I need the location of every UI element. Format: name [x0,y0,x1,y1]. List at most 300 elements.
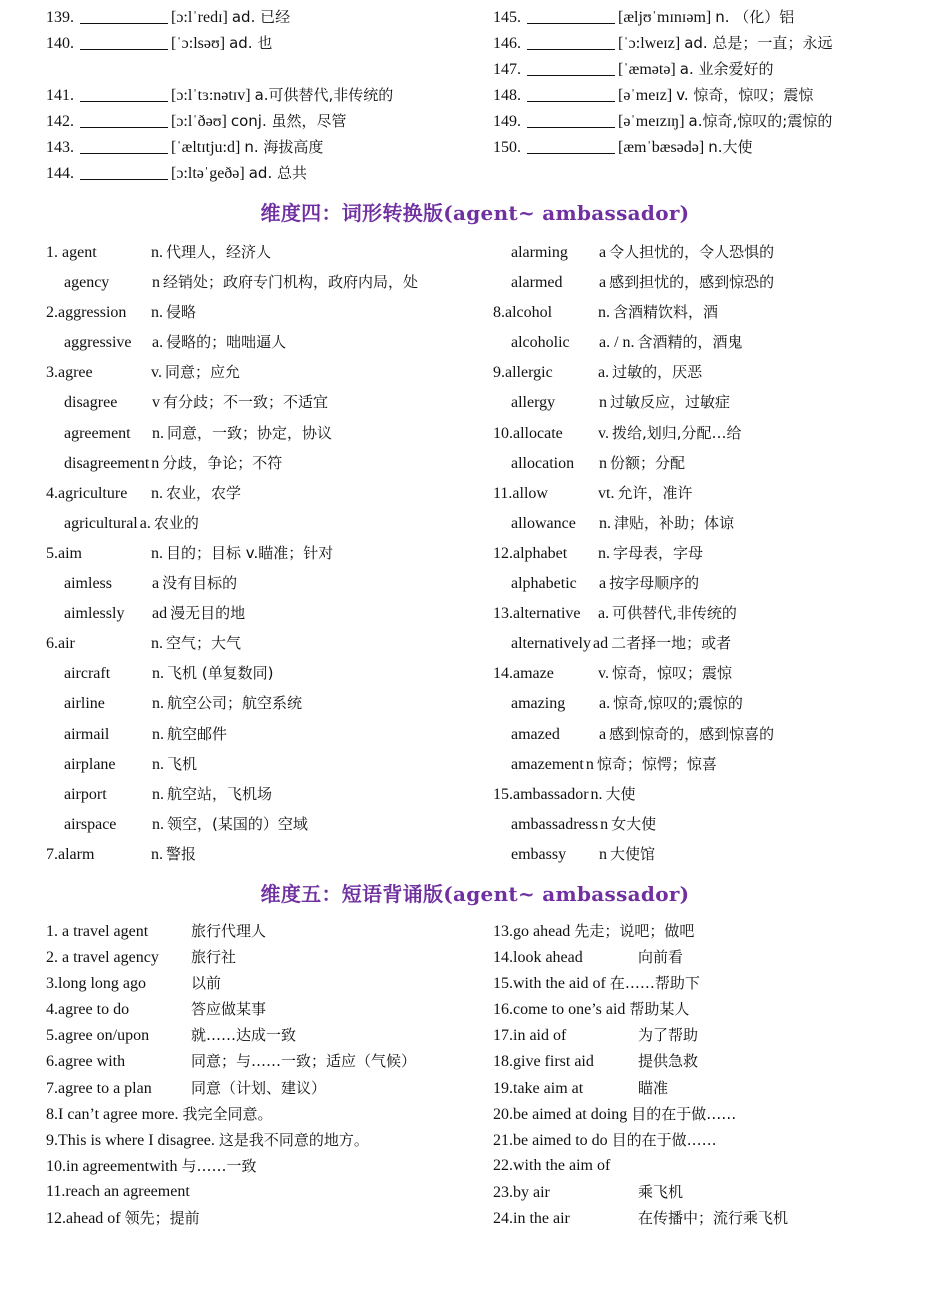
word-form-row [493,327,933,357]
word-form-row [493,779,933,809]
part-of-speech: ad [592,635,609,653]
word-form-definition [152,568,237,599]
vocab-phonetic: [æljʊˈmɪnɪəm] [618,9,712,26]
definition-text: 侵略的；咄咄逼人 [166,333,287,352]
definition-text: 代理人，经济人 [166,243,272,261]
word-form-term: 4.agriculture [46,484,128,502]
word-form-row [46,267,486,297]
phrase-chinese: 同意（计划、建议） [191,1078,327,1097]
word-form-row [46,719,486,749]
word-form-row [46,538,486,568]
vocab-answer-blank[interactable] [527,6,615,24]
vocab-row [46,82,486,108]
word-form-term: amazed [511,725,560,743]
part-of-speech: v. [598,424,609,442]
section5-heading: 维度五：短语背诵版(agent~ ambassador) [260,882,690,906]
phrase-english: 15.with the aid of [493,975,606,993]
part-of-speech: n. [590,785,603,803]
phrases-column-right [493,918,933,1231]
definition-text: 分歧，争论；不符 [162,453,283,472]
part-of-speech: n [585,755,594,773]
word-form-term: aimlessly [64,605,125,623]
part-of-speech: a [599,575,607,593]
word-form-row [46,508,486,538]
vocab-number: 145. [493,9,521,26]
phrase-chinese: 同意；与……一致；适应（气候） [191,1052,417,1071]
part-of-speech: n. [152,725,164,743]
part-of-speech: n [151,454,160,472]
word-form-row [46,598,486,628]
part-of-speech: n. [598,544,610,562]
word-form-definition [598,538,703,569]
word-form-term: agency [64,274,110,292]
word-form-term: airmail [64,725,110,743]
phrase-chinese: 领先；提前 [124,1209,200,1228]
vocab-number: 144. [46,165,74,182]
vocab-row [46,56,486,82]
definition-text: 含酒精饮料，酒 [613,303,719,322]
word-form-definition [152,719,227,750]
word-form-row [493,598,933,628]
phrase-chinese: 旅行社 [191,948,237,967]
part-of-speech: vt. [598,484,615,502]
word-form-definition [599,237,774,268]
phrase-chinese: 与……一致 [181,1156,257,1175]
part-of-speech: n [600,815,609,833]
phrase-row [46,1205,486,1231]
definition-text: 字母表，字母 [613,543,704,562]
phrase-row [46,944,486,970]
word-form-definition [599,387,730,418]
vocab-phonetic: [ˈɔ:lweɪz] [618,35,681,52]
part-of-speech: n [599,454,607,472]
word-form-row [493,538,933,568]
word-form-row [46,839,486,869]
vocab-column-left [46,4,486,186]
phrase-row [493,1179,933,1205]
definition-text: 航空公司；航空系统 [167,694,303,713]
word-form-definition [599,839,655,870]
word-form-term: allocation [511,454,575,472]
vocab-answer-blank[interactable] [527,136,615,154]
phrase-english: 9.This is where I disagree. [46,1131,215,1149]
vocab-row [493,108,933,134]
vocab-number: 148. [493,87,521,104]
word-form-term: airspace [64,815,117,833]
word-form-row [46,418,486,448]
word-form-row [493,267,933,297]
word-form-definition [600,809,656,840]
phrase-chinese: 目的在于做…… [631,1104,737,1123]
part-of-speech: n. [152,815,164,833]
definition-text: 警报 [166,844,197,863]
vocab-number: 141. [46,87,74,104]
definition-text: 农业的 [153,513,199,532]
word-form-term: airline [64,695,105,713]
word-form-term: alphabetic [511,575,577,593]
definition-text: 含酒精的，酒鬼 [637,333,743,352]
phrase-row [46,1048,486,1074]
word-form-term: 6.air [46,635,75,653]
phrase-english: 11.reach an agreement [46,1182,190,1200]
vocab-answer-blank[interactable] [527,58,615,76]
word-form-term: amazing [511,695,566,713]
vocab-answer-blank[interactable] [80,32,168,50]
vocab-number: 149. [493,113,521,130]
vocab-phonetic: [ˈæmətə] [618,61,676,78]
word-form-definition [598,478,692,509]
part-of-speech: n [599,845,607,863]
phrase-english: 16.come to one’s aid [493,1001,626,1019]
word-form-term: 14.amaze [493,665,554,683]
word-form-term: allowance [511,514,576,532]
part-of-speech: n. [151,544,163,562]
vocab-meaning: n. 海拔高度 [244,138,324,156]
part-of-speech: a [599,244,607,261]
word-form-definition [152,779,272,810]
vocab-meaning: conj. 虽然，尽管 [230,112,347,130]
vocab-answer-blank[interactable] [527,110,615,128]
word-form-term: alcoholic [511,334,570,352]
part-of-speech: n. [151,635,163,653]
word-form-row [493,568,933,598]
definition-text: 女大使 [611,814,657,833]
phrase-row [493,1205,933,1231]
vocab-meaning: n. （化）铝 [715,8,795,26]
word-form-term: 9.allergic [493,364,553,382]
word-form-row [493,839,933,869]
word-form-row [493,448,933,478]
vocab-phonetic: [ɔ:lˈtɜ:nətɪv] [171,87,251,104]
word-form-definition [593,628,731,659]
word-form-definition [151,237,271,268]
phrase-english: 18.give first aid [493,1053,594,1071]
word-form-definition [599,448,685,479]
vocab-row [493,82,933,108]
part-of-speech: a. [599,695,611,713]
word-form-definition [598,418,742,449]
word-form-row [493,297,933,327]
vocab-number: 142. [46,113,74,130]
word-form-definition [152,327,286,358]
section4-heading: 维度四：词形转换版(agent~ ambassador) [260,201,690,225]
phrase-chinese: 向前看 [638,948,684,967]
vocab-row [493,134,933,160]
definition-text: 飞机 [167,754,198,773]
definition-text: 惊奇，惊叹；震惊 [611,664,732,683]
word-form-term: disagreement [64,454,150,472]
word-form-row [46,658,486,688]
word-form-definition [599,327,743,358]
vocab-answer-blank[interactable] [80,110,168,128]
word-form-definition [591,779,636,810]
definition-text: 侵略 [166,303,197,322]
vocab-meaning: v. 惊奇，惊叹；震惊 [676,86,814,104]
vocab-column-right [493,4,933,160]
word-form-definition [598,357,702,388]
phrase-row [46,996,486,1022]
vocab-phonetic: [ɔ:lˈredɪ] [171,9,228,26]
part-of-speech: a [152,575,160,593]
word-form-term: 2.aggression [46,304,127,322]
word-form-row [493,658,933,688]
phrase-row [46,918,486,944]
phrase-chinese: 就……达成一致 [191,1026,297,1045]
word-form-definition [152,688,302,719]
part-of-speech: n. [152,665,164,683]
word-form-definition [151,628,241,659]
phrase-english: 13.go ahead [493,923,571,940]
word-form-definition [151,839,196,870]
phrase-row [46,1179,486,1205]
part-of-speech: a. [598,364,610,382]
phrase-chinese: 目的在于做…… [611,1130,717,1149]
definition-text: 大使 [605,784,636,803]
phrase-english: 19.take aim at [493,1079,584,1097]
word-form-row [46,297,486,327]
phrase-english: 10.in agreementwith [46,1157,178,1175]
phrase-english: 22.with the aim of [493,1156,611,1174]
word-form-row [493,418,933,448]
word-form-definition [586,749,717,780]
word-form-definition [599,688,743,719]
definition-text: 漫无目的地 [170,604,246,623]
vocab-meaning: ad. 总共 [248,164,307,182]
phrase-row [493,1153,933,1179]
vocab-meaning: ad. 也 [229,34,273,52]
word-form-term: alarming [511,244,568,261]
word-form-row [46,478,486,508]
phrase-row [46,1127,486,1153]
word-form-row [46,568,486,598]
part-of-speech: v. [598,665,609,683]
phrase-chinese: 在传播中；流行乘飞机 [638,1209,789,1228]
definition-text: 过敏的，厌恶 [612,363,703,382]
definition-text: 空气；大气 [166,634,242,653]
vocab-phonetic: [ɔ:lˈðəʊ] [171,113,227,130]
vocab-phonetic: [ɔ:ltəˈgeðə] [171,165,245,182]
part-of-speech: v [152,394,160,412]
phrase-row [493,918,933,944]
vocab-meaning: a.可供替代,非传统的 [254,86,394,104]
vocab-meaning: ad. 已经 [231,8,291,26]
word-form-definition [152,267,418,298]
word-form-row [46,387,486,417]
word-form-term: airplane [64,755,116,773]
vocab-answer-blank[interactable] [527,32,615,50]
word-form-definition [152,809,308,840]
part-of-speech: a. [152,334,164,352]
word-forms-column-right [493,237,933,869]
part-of-speech: a. / n. [599,334,635,352]
vocab-row [46,160,486,186]
phrase-chinese: 答应做某事 [191,1000,267,1019]
part-of-speech: n [599,394,607,412]
part-of-speech: n [152,274,160,292]
phrase-english: 2. a travel agency [46,949,159,967]
phrase-chinese: 在……帮助下 [609,974,700,993]
phrase-english: 12.ahead of [46,1210,121,1228]
phrase-english: 23.by air [493,1183,550,1201]
word-form-term: ambassadress [511,815,599,833]
phrase-english: 4.agree to do [46,1001,130,1019]
definition-text: 允许，准许 [617,483,693,502]
part-of-speech: a [599,274,607,292]
part-of-speech: n. [152,424,164,442]
word-form-term: alarmed [511,274,563,292]
word-form-row [493,357,933,387]
phrase-row [493,1048,933,1074]
word-form-definition [152,749,197,780]
part-of-speech: n. [151,484,163,502]
part-of-speech: a. [139,514,151,532]
word-form-term: amazement [511,755,584,773]
phrase-english: 5.agree on/upon [46,1027,150,1045]
phrase-row [46,1101,486,1127]
definition-text: 按字母顺序的 [609,574,700,593]
phrases-column-left [46,918,486,1231]
word-form-term: 3.agree [46,364,93,382]
phrase-chinese: 瞄准 [638,1078,669,1097]
word-form-row [493,628,933,658]
word-form-definition [152,658,273,689]
phrase-chinese: 以前 [191,974,222,993]
vocab-row [46,134,486,160]
phrase-row [493,1075,933,1101]
word-form-row [46,357,486,387]
word-forms-column-left [46,237,486,869]
vocab-answer-blank[interactable] [80,84,168,102]
definition-text: 拨给,划归,分配…给 [611,423,742,442]
vocab-answer-blank[interactable] [80,136,168,154]
word-form-term: aimless [64,575,112,593]
part-of-speech: n. [152,785,164,803]
phrase-chinese: 这是我不同意的地方。 [218,1130,369,1149]
word-form-term: disagree [64,394,118,412]
word-form-term: agricultural [64,514,138,532]
vocab-number: 150. [493,139,521,156]
definition-text: 津贴，补助；体谅 [614,513,735,532]
phrase-english: 8.I can’t agree more. [46,1105,179,1123]
definition-text: 过敏反应，过敏症 [610,393,731,412]
word-form-row [493,809,933,839]
part-of-speech: n. [152,695,164,713]
vocab-row [493,4,933,30]
phrase-chinese: 先走；说吧；做吧 [574,922,695,940]
word-form-definition [140,508,199,539]
word-form-definition [151,297,196,328]
phrase-row [493,996,933,1022]
word-form-term: alternatively [511,635,591,653]
definition-text: 可供替代,非传统的 [612,604,737,623]
phrase-english: 24.in the air [493,1210,570,1228]
vocab-number: 147. [493,61,521,78]
word-form-term: agreement [64,424,131,442]
part-of-speech: a. [598,605,610,623]
phrase-chinese: 我完全同意。 [182,1104,273,1123]
word-form-row [493,478,933,508]
phrase-row [46,1153,486,1179]
word-form-row [493,237,933,267]
definition-text: 二者择一地；或者 [611,634,732,653]
vocab-number: 140. [46,35,74,52]
vocab-meaning: a. 业余爱好的 [679,60,774,78]
phrase-english: 1. a travel agent [46,923,149,940]
definition-text: 目的；目标 v.瞄准；针对 [166,543,334,562]
phrase-chinese: 为了帮助 [638,1026,699,1045]
word-form-definition [152,598,245,629]
word-form-term: 12.alphabet [493,544,568,562]
part-of-speech: n. [151,845,163,863]
word-form-definition [152,387,328,418]
phrase-row [493,1127,933,1153]
definition-text: 航空邮件 [167,724,228,743]
part-of-speech: ad [152,605,168,623]
vocab-meaning: a.惊奇,惊叹的;震惊的 [688,112,833,130]
word-form-definition [599,267,774,298]
vocab-number: 139. [46,9,74,26]
definition-text: 经销处；政府专门机构，政府内局，处 [163,273,419,292]
definition-text: 大使馆 [610,844,656,863]
word-form-term: 11.allow [493,484,548,502]
definition-text: 惊奇,惊叹的;震惊的 [613,694,743,713]
vocab-answer-blank[interactable] [80,162,168,180]
word-form-term: 7.alarm [46,845,95,863]
definition-text: 农业，农学 [166,483,242,502]
definition-text: 飞机 (单复数同) [167,664,274,683]
vocab-phonetic: [əˈmeɪzɪŋ] [618,113,685,130]
word-form-row [46,779,486,809]
word-form-definition [599,719,774,750]
word-form-row [46,628,486,658]
word-form-term: aircraft [64,665,111,683]
definition-text: 航空站，飞机场 [167,784,273,803]
part-of-speech: v. [151,364,162,382]
part-of-speech: n. [598,304,610,322]
word-form-definition [598,598,737,629]
vocab-meaning: ad. 总是；一直；永远 [684,34,833,52]
phrase-english: 17.in aid of [493,1027,567,1045]
word-form-definition [151,448,282,479]
word-form-definition [599,508,734,539]
word-form-definition [599,568,699,599]
word-form-term: 15.ambassador [493,785,589,803]
phrase-chinese: 乘飞机 [638,1182,684,1201]
definition-text: 同意，一致；协定，协议 [167,423,333,442]
phrase-english: 14.look ahead [493,949,583,967]
vocab-row [46,30,486,56]
vocab-phonetic: [əˈmeɪz] [618,87,673,104]
phrase-row [46,1075,486,1101]
definition-text: 感到惊奇的，感到惊喜的 [609,724,775,743]
word-form-row [46,448,486,478]
phrase-row [493,970,933,996]
vocab-row [493,56,933,82]
vocab-answer-blank[interactable] [80,6,168,24]
vocab-answer-blank[interactable] [527,84,615,102]
definition-text: 没有目标的 [162,574,238,593]
definition-text: 份额；分配 [610,453,686,472]
phrase-row [493,1101,933,1127]
vocab-number: 143. [46,139,74,156]
word-form-definition [151,357,240,388]
word-form-definition [152,418,332,449]
definition-text: 令人担忧的，令人恐惧的 [609,243,775,261]
part-of-speech: n. [152,755,164,773]
definition-text: 有分歧；不一致；不适宜 [163,393,329,412]
vocab-row [46,108,486,134]
word-form-term: allergy [511,394,556,412]
